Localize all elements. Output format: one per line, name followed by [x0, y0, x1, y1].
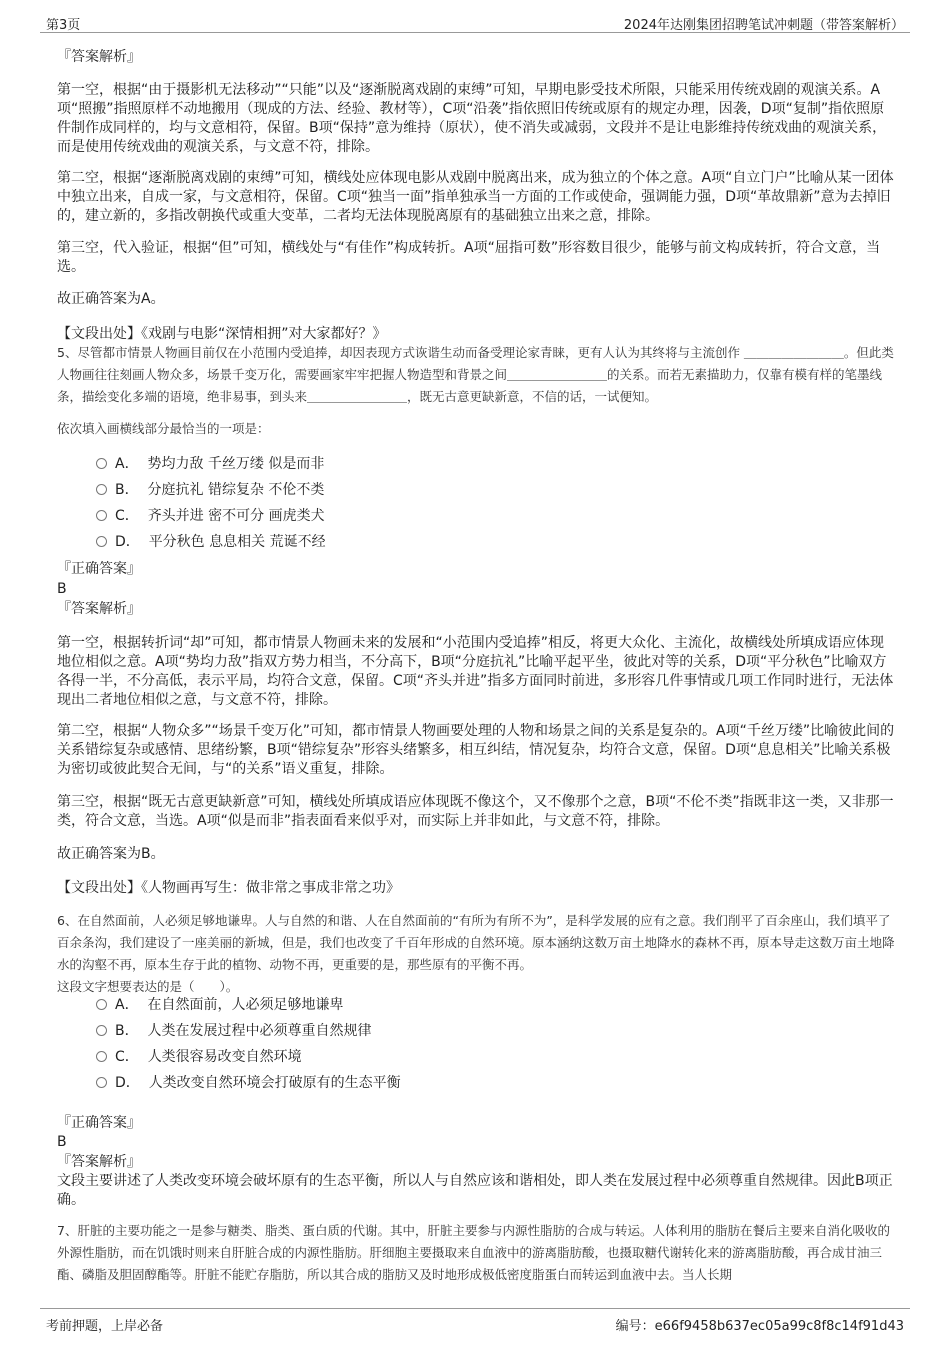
- q6-option-a[interactable]: A． 在自然面前，人必须足够地谦卑: [96, 995, 343, 1015]
- q4-analysis-p1: 第一空，根据“由于摄影机无法移动”“只能”以及“逐渐脱离戏剧的束缚”可知，早期电影受技术所限，只能采用传统戏剧的观演关系。A项“照搬”指照原样不动地搬用（现成的方法、经验、教材等），C项“沿袭”指依照旧传统或原有的规定办理，因袭，D项“复制”指依照原件制作成同样的，均与文意相符，保留。B项“保持”意为维持（原状），使不消失或减弱，文段并不是让电影维持传统戏曲的观演关系，而是使用传统戏曲的观演关系，与文意不符，排除。: [57, 82, 887, 155]
- radio-icon[interactable]: [96, 458, 107, 469]
- page-footer: [40, 1308, 910, 1333]
- q6-option-d[interactable]: D． 人类改变自然环境会打破原有的生态平衡: [96, 1073, 401, 1093]
- q4-analysis-p3: 第三空，代入验证，根据“但”可知，横线处与“有佳作”构成转折。A项“屈指可数”形容数目很少，能够与前文构成转折，符合文意，当选。: [57, 240, 881, 275]
- q6-prompt: 这段文字想要表达的是（ ）。: [57, 979, 239, 994]
- q6-stem: 6、在自然面前，人必须足够地谦卑。人与自然的和谐、人在自然面前的“有所为有所不为”，是科学发展的应有之意。我们削平了百余座山，我们填平了百余条沟，我们建设了一座美丽的新城，但是，我们也改变了千百年形成的自然环境。原本涵纳这数万亩土地降水的森林不再，原本导走这数万亩土地降水的沟壑不再，原本生存于此的植物、动物不再，更重要的是，那些原有的平衡不再。: [57, 913, 895, 972]
- radio-icon[interactable]: [96, 484, 107, 495]
- q5-analysis-label: 『答案解析』: [57, 601, 141, 617]
- q6-analysis: 文段主要讲述了人类改变环境会破坏原有的生态平衡，所以人与自然应该和谐相处，即人类在发展过程中必须尊重自然规律。因此B项正确。: [57, 1173, 893, 1208]
- q6-analysis-label: 『答案解析』: [57, 1154, 141, 1170]
- q5-prompt: 依次填入画横线部分最恰当的一项是：: [57, 421, 270, 436]
- q6-option-b[interactable]: B． 人类在发展过程中必须尊重自然规律: [96, 1021, 372, 1041]
- q5-conclusion: 故正确答案为B。: [57, 846, 165, 862]
- q4-conclusion: 故正确答案为A。: [57, 291, 165, 307]
- q6-option-c[interactable]: C． 人类很容易改变自然环境: [96, 1047, 302, 1067]
- q7-stem: 7、肝脏的主要功能之一是参与糖类、脂类、蛋白质的代谢。其中，肝脏主要参与内源性脂肪的合成与转运。人体利用的脂肪在餐后主要来自消化吸收的外源性脂肪，而在饥饿时则来自肝脏合成的内源性脂肪。肝细胞主要摄取来自血液中的游离脂肪酸，也摄取糖代谢转化来的游离脂肪酸，再合成甘油三酯、磷脂及胆固醇酯等。肝脏不能贮存脂肪，所以其合成的脂肪又及时地形成极低密度脂蛋白而转运到血液中去。当人长期: [57, 1223, 890, 1282]
- q6-correct-label: 『正确答案』: [57, 1115, 141, 1131]
- radio-icon[interactable]: [96, 1077, 107, 1088]
- q5-correct-label: 『正确答案』: [57, 561, 141, 577]
- radio-icon[interactable]: [96, 510, 107, 521]
- page-number: 第3页: [46, 18, 81, 33]
- q4-source: 【文段出处】《戏剧与电影“深情相拥”对大家都好？》: [57, 326, 387, 342]
- q4-analysis-p2: 第二空，根据“逐渐脱离戏剧的束缚”可知，横线处应体现电影从戏剧中脱离出来，成为独立的个体之意。A项“自立门户”比喻从某一团体中独立出来，自成一家，与文意相符，保留。C项“独当一面”指单独承当一方面的工作或使命，强调能力强，D项“革故鼎新”意为去掉旧的，建立新的，多指改朝换代或重大变革，二者均无法体现脱离原有的基础独立出来之意，排除。: [57, 170, 894, 224]
- q5-analysis-p1: 第一空，根据转折词“却”可知，都市情景人物画未来的发展和“小范围内受追捧”相反，将更大众化、主流化，故横线处所填成语应体现地位相似之意。A项“势均力敌”指双方势力相当，不分高下，B项“分庭抗礼”比喻平起平坐，彼此对等的关系，D项“平分秋色”比喻双方各得一半，不分高低，表示平局，均符合文意，保留。C项“齐头并进”指多方面同时前进，多形容几件事情或几项工作同时进行，无法体现出二者地位相似之意，与文意不符，排除。: [57, 635, 894, 708]
- footer-slogan: 考前押题，上岸必备: [46, 1319, 164, 1334]
- q5-option-c[interactable]: C． 齐头并进 密不可分 画虎类犬: [96, 506, 325, 526]
- document-title: 2024年达刚集团招聘笔试冲刺题（带答案解析）: [623, 18, 904, 33]
- radio-icon[interactable]: [96, 536, 107, 547]
- radio-icon[interactable]: [96, 1025, 107, 1036]
- radio-icon[interactable]: [96, 1051, 107, 1062]
- q6-correct-answer: B: [57, 1134, 67, 1150]
- q5-analysis-p3: 第三空，根据“既无古意更缺新意”可知，横线处所填成语应体现既不像这个，又不像那个之意，B项“不伦不类”指既非这一类，又非那一类，符合文意，当选。A项“似是而非”指表面看来似乎对，而实际上并非如此，与文意不符，排除。: [57, 794, 894, 829]
- q5-option-d[interactable]: D． 平分秋色 息息相关 荒诞不经: [96, 532, 326, 552]
- q5-analysis-p2: 第二空，根据“人物众多”“场景千变万化”可知，都市情景人物画要处理的人物和场景之间的关系是复杂的。A项“千丝万缕”比喻彼此间的关系错综复杂或感情、思绪纷繁，B项“错综复杂”形容头绪繁多，相互纠结，情况复杂，均符合文意，保留。D项“息息相关”比喻关系极为密切或彼此契合无间，与“的关系”语义重复，排除。: [57, 723, 895, 777]
- radio-icon[interactable]: [96, 999, 107, 1010]
- q5-option-a[interactable]: A． 势均力敌 千丝万缕 似是而非: [96, 454, 324, 474]
- footer-code: 编号：e66f9458b637ec05a99c8f8c14f91d43: [615, 1319, 904, 1334]
- q5-correct-answer: B: [57, 581, 67, 597]
- q5-option-b[interactable]: B． 分庭抗礼 错综复杂 不伦不类: [96, 480, 324, 500]
- q4-analysis-label: 『答案解析』: [57, 49, 141, 65]
- page-header: [40, 12, 910, 33]
- q5-source: 【文段出处】《人物画再写生：做非常之事成非常之功》: [57, 880, 400, 896]
- q5-stem: 5、尽管都市情景人物画目前仅在小范围内受追捧，却因表现方式诙谐生动而备受理论家青睐，更有人认为其终将与主流创作 ＿＿＿＿＿＿＿＿。但此类人物画往往刻画人物众多，场景千变万化，需要画家牢牢把握人物造型和背景之间＿＿＿＿＿＿＿＿的关系。而若无素描助力，仅靠有模有样的笔墨线条，描绘变化多端的语境，绝非易事，到头来＿＿＿＿＿＿＿＿，既无古意更缺新意，不信的话，一试便知。: [57, 345, 894, 404]
